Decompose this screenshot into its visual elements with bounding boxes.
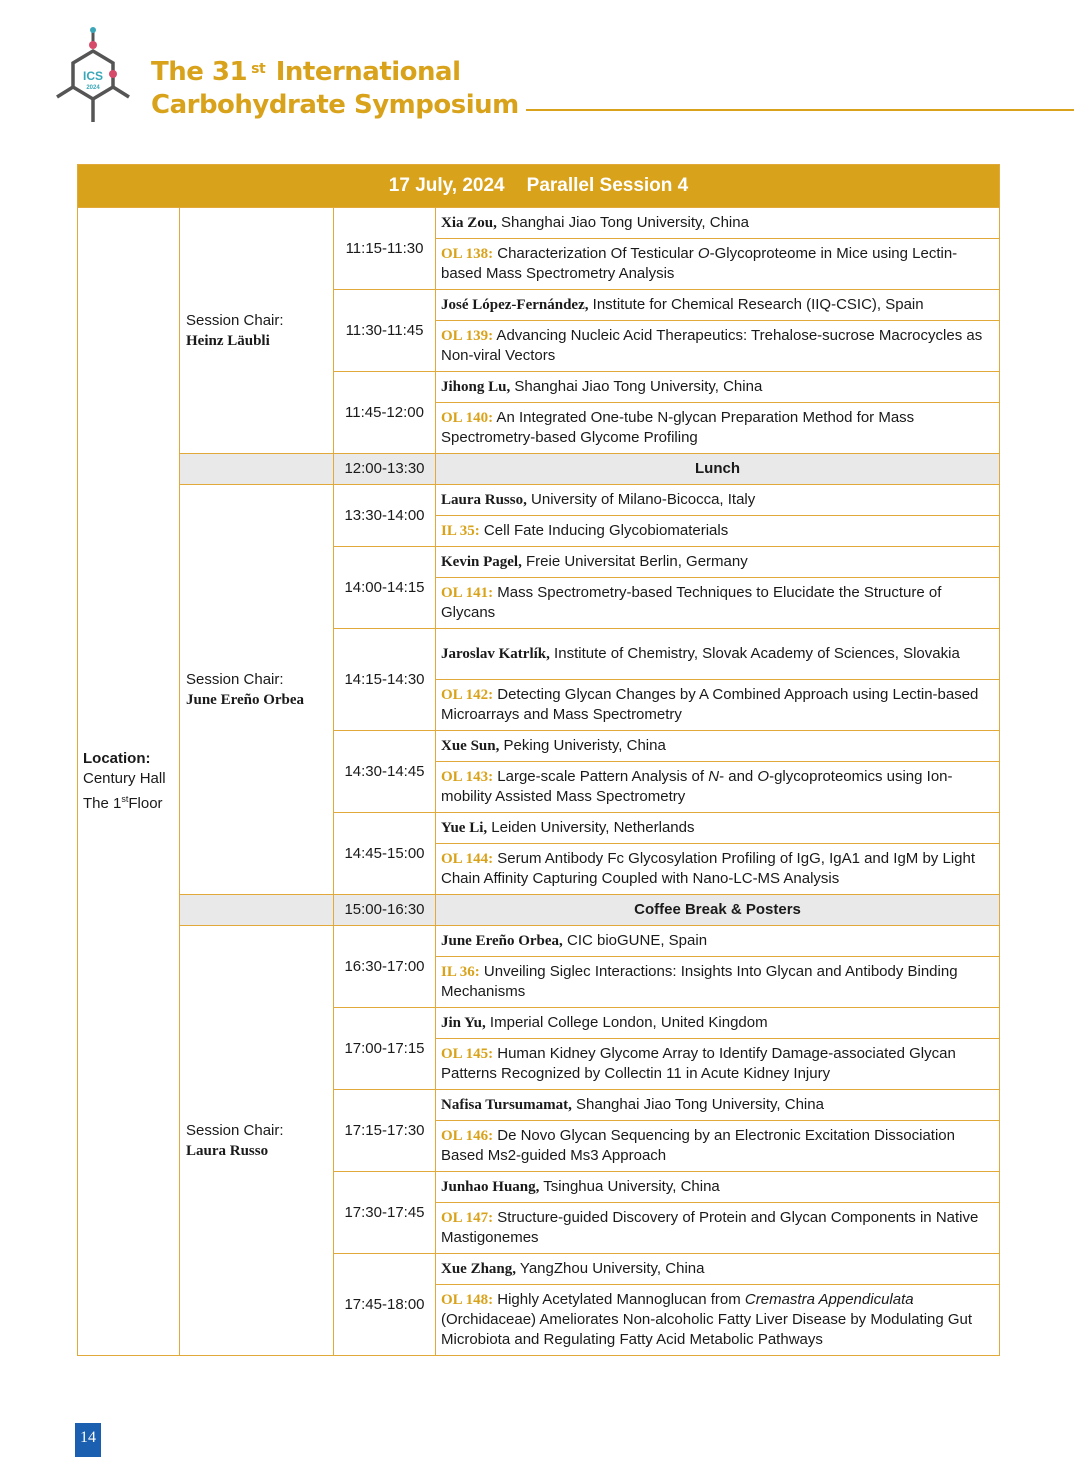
talk-time: 14:00-14:15 bbox=[334, 547, 436, 629]
talk-title-cell: OL 139: Advancing Nucleic Acid Therapeutics: Trehalose-sucrose Macrocycles as Non-viral Vectors bbox=[436, 321, 1000, 372]
speaker-cell: Jin Yu, Imperial College London, United Kingdom bbox=[436, 1008, 1000, 1039]
speaker-cell: Jihong Lu, Shanghai Jiao Tong University, China bbox=[436, 372, 1000, 403]
svg-text:2024: 2024 bbox=[86, 85, 100, 91]
talk-time: 14:15-14:30 bbox=[334, 629, 436, 731]
talk-title-cell: OL 146: De Novo Glycan Sequencing by an Electronic Excitation Dissociation Based Ms2-guided Ms3 Approach bbox=[436, 1121, 1000, 1172]
talk-time: 13:30-14:00 bbox=[334, 485, 436, 547]
schedule-table bbox=[77, 164, 1000, 1356]
talk-title-cell: OL 144: Serum Antibody Fc Glycosylation Profiling of IgG, IgA1 and IgM by Light Chain Affinity Capturing Coupled with Nano-LC-MS Analysis bbox=[436, 844, 1000, 895]
talk-time: 11:30-11:45 bbox=[334, 290, 436, 372]
break-time: 12:00-13:30 bbox=[334, 454, 436, 485]
speaker-cell: Junhao Huang, Tsinghua University, China bbox=[436, 1172, 1000, 1203]
talk-time: 11:45-12:00 bbox=[334, 372, 436, 454]
speaker-cell: José López-Fernández, Institute for Chemical Research (IIQ-CSIC), Spain bbox=[436, 290, 1000, 321]
talk-title-cell: IL 35: Cell Fate Inducing Glycobiomaterials bbox=[436, 516, 1000, 547]
talk-title-cell: IL 36: Unveiling Siglec Interactions: Insights Into Glycan and Antibody Binding Mechanisms bbox=[436, 957, 1000, 1008]
speaker-cell: Jaroslav Katrlík, Institute of Chemistry, Slovak Academy of Sciences, Slovakia bbox=[436, 629, 1000, 680]
page-number: 14 bbox=[75, 1423, 101, 1457]
ics-logo bbox=[52, 24, 136, 128]
break-blank bbox=[180, 895, 334, 926]
speaker-cell: Kevin Pagel, Freie Universitat Berlin, Germany bbox=[436, 547, 1000, 578]
talk-time: 16:30-17:00 bbox=[334, 926, 436, 1008]
break-time: 15:00-16:30 bbox=[334, 895, 436, 926]
coffee-break: Coffee Break & Posters bbox=[436, 895, 1000, 926]
speaker-cell: Yue Li, Leiden University, Netherlands bbox=[436, 813, 1000, 844]
speaker-cell: Xue Sun, Peking Univeristy, China bbox=[436, 731, 1000, 762]
location-cell: Location: Century Hall The 1stFloor bbox=[78, 208, 180, 1356]
talk-title-cell: OL 140: An Integrated One-tube N-glycan Preparation Method for Mass Spectrometry-based Glycome Profiling bbox=[436, 403, 1000, 454]
talk-time: 17:45-18:00 bbox=[334, 1254, 436, 1356]
talk-title-cell: OL 142: Detecting Glycan Changes by A Combined Approach using Lectin-based Microarrays and Mass Spectrometry bbox=[436, 680, 1000, 731]
speaker-cell: Laura Russo, University of Milano-Bicocca, Italy bbox=[436, 485, 1000, 516]
session-chair-2: Session Chair: June Ereño Orbea bbox=[180, 485, 334, 895]
talk-time: 14:45-15:00 bbox=[334, 813, 436, 895]
break-blank bbox=[180, 454, 334, 485]
talk-title-cell: OL 147: Structure-guided Discovery of Protein and Glycan Components in Native Mastigonemes bbox=[436, 1203, 1000, 1254]
talk-time: 17:30-17:45 bbox=[334, 1172, 436, 1254]
talk-title-cell: OL 143: Large-scale Pattern Analysis of N- and O-glycoproteomics using Ion-mobility Assisted Mass Spectrometry bbox=[436, 762, 1000, 813]
talk-time: 17:15-17:30 bbox=[334, 1090, 436, 1172]
talk-time: 17:00-17:15 bbox=[334, 1008, 436, 1090]
talk-title-cell: OL 138: Characterization Of Testicular O-Glycoproteome in Mice using Lectin-based Mass Spectrometry Analysis bbox=[436, 239, 1000, 290]
speaker-cell: Xia Zou, Shanghai Jiao Tong University, China bbox=[436, 208, 1000, 239]
talk-time: 14:30-14:45 bbox=[334, 731, 436, 813]
session-chair-1: Session Chair: Heinz Läubli bbox=[180, 208, 334, 454]
talk-title-cell: OL 145: Human Kidney Glycome Array to Identify Damage-associated Glycan Patterns Recognized by Collectin 11 in Acute Kidney Injury bbox=[436, 1039, 1000, 1090]
svg-text:ICS: ICS bbox=[82, 69, 104, 83]
speaker-cell: June Ereño Orbea, CIC bioGUNE, Spain bbox=[436, 926, 1000, 957]
talk-title-cell: OL 148: Highly Acetylated Mannoglucan from Cremastra Appendiculata (Orchidaceae) Ameliorates Non-alcoholic Fatty Liver Disease by Modulating Gut Microbiota and Regulating Fatty Acid Metabolic Pathways bbox=[436, 1285, 1000, 1356]
session-chair-3: Session Chair: Laura Russo bbox=[180, 926, 334, 1356]
speaker-cell: Xue Zhang, YangZhou University, China bbox=[436, 1254, 1000, 1285]
title-rule bbox=[526, 109, 1074, 111]
talk-time: 11:15-11:30 bbox=[334, 208, 436, 290]
symposium-title: The 31 $^{st}$ International Carbohydrate Symposium bbox=[151, 57, 519, 120]
session-header: 17 July, 2024 Parallel Session 4 bbox=[78, 165, 1000, 208]
speaker-cell: Nafisa Tursumamat, Shanghai Jiao Tong University, China bbox=[436, 1090, 1000, 1121]
talk-title-cell: OL 141: Mass Spectrometry-based Techniques to Elucidate the Structure of Glycans bbox=[436, 578, 1000, 629]
lunch-break: Lunch bbox=[436, 454, 1000, 485]
